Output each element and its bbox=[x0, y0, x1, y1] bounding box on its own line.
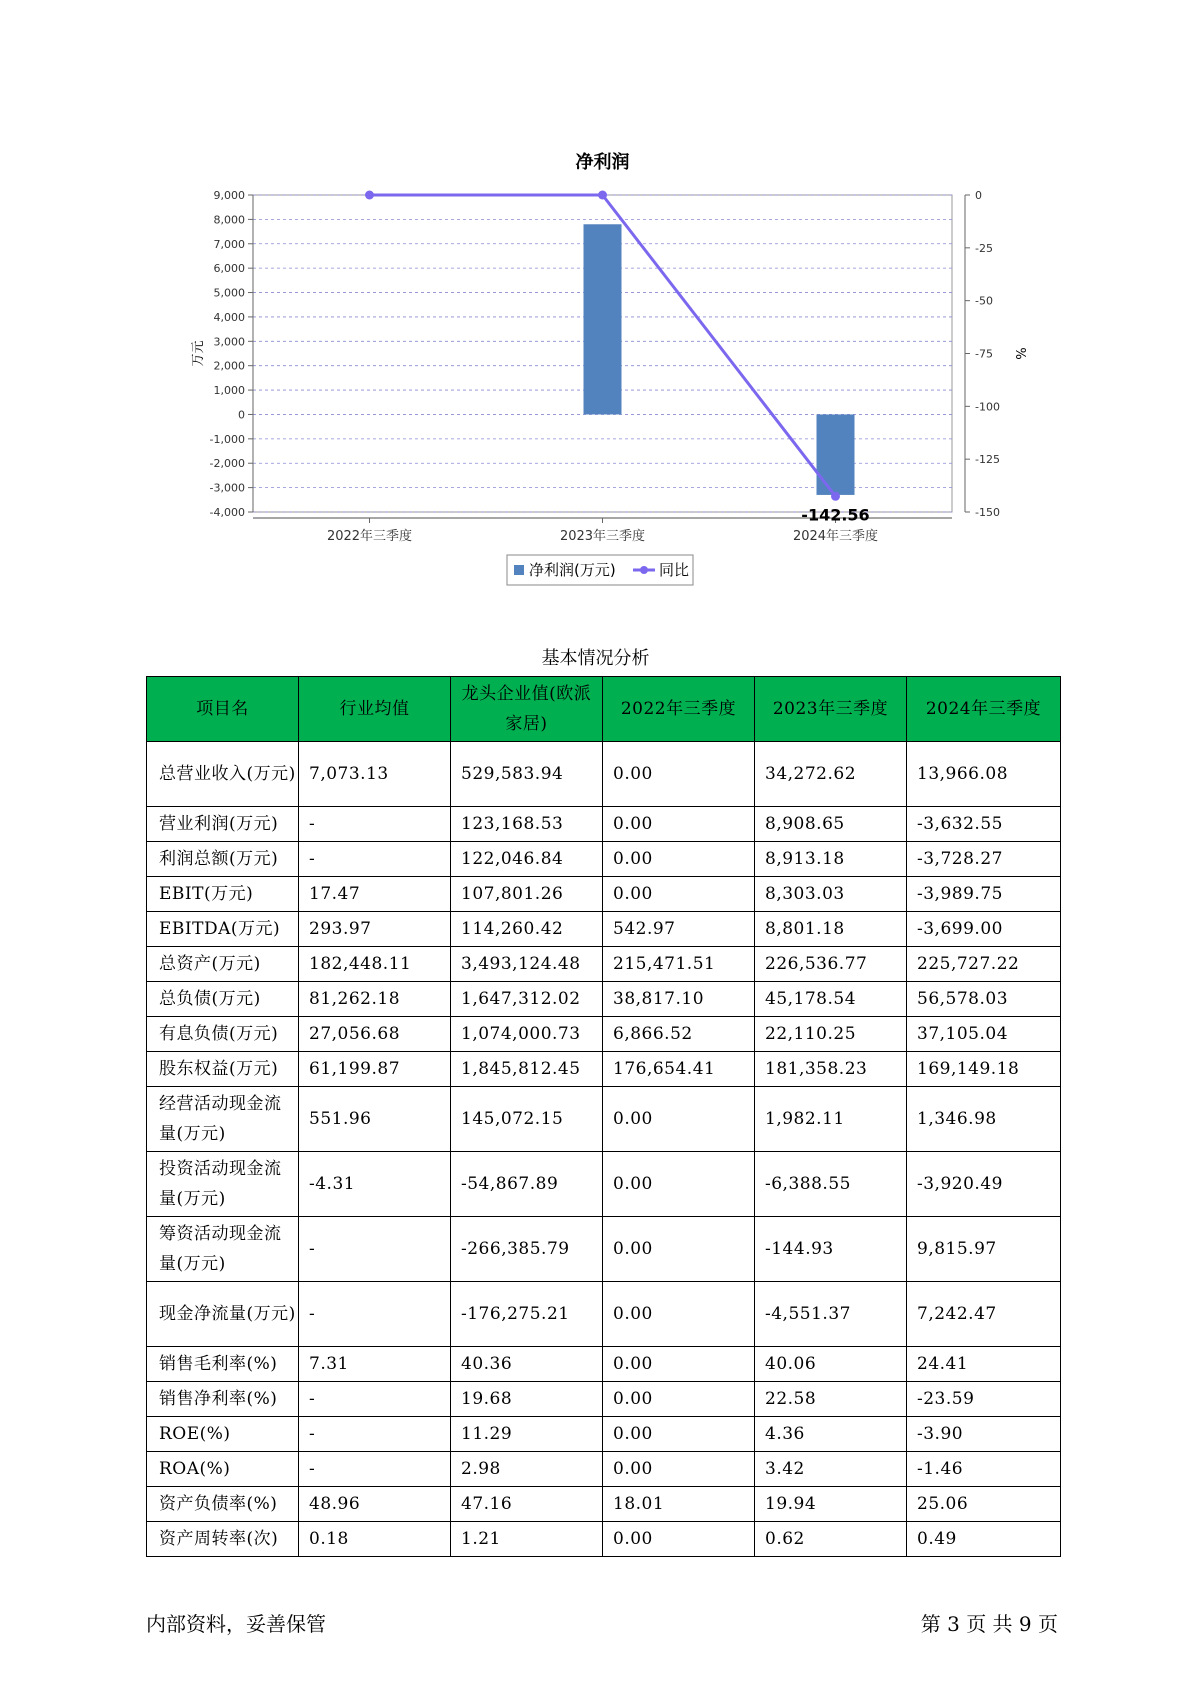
value-cell: 40.36 bbox=[451, 1347, 603, 1382]
row-label-cell: 有息负债(万元) bbox=[147, 1017, 299, 1052]
header-industry-avg: 行业均值 bbox=[299, 677, 451, 742]
table-row bbox=[147, 1452, 1061, 1487]
value-cell: 0.18 bbox=[299, 1522, 451, 1557]
value-cell: 8,303.03 bbox=[755, 877, 907, 912]
value-cell: 0.00 bbox=[603, 1152, 755, 1217]
value-cell: 48.96 bbox=[299, 1487, 451, 1522]
net-profit-bar bbox=[584, 224, 622, 414]
value-cell: -3,989.75 bbox=[907, 877, 1061, 912]
value-cell: -6,388.55 bbox=[755, 1152, 907, 1217]
legend-line-label: 同比 bbox=[659, 561, 690, 579]
value-cell: 0.00 bbox=[603, 1217, 755, 1282]
value-cell: 81,262.18 bbox=[299, 982, 451, 1017]
row-label-cell: 营业利润(万元) bbox=[147, 807, 299, 842]
net-profit-bar bbox=[817, 414, 855, 494]
table-row bbox=[147, 947, 1061, 982]
value-cell: 1.21 bbox=[451, 1522, 603, 1557]
value-cell: 7.31 bbox=[299, 1347, 451, 1382]
value-cell: 181,358.23 bbox=[755, 1052, 907, 1087]
table-row bbox=[147, 1417, 1061, 1452]
table-row bbox=[147, 1217, 1061, 1282]
value-cell: 4.36 bbox=[755, 1417, 907, 1452]
table-row bbox=[147, 1152, 1061, 1217]
value-cell: 19.94 bbox=[755, 1487, 907, 1522]
row-label-cell: 现金净流量(万元) bbox=[147, 1282, 299, 1347]
yoy-point bbox=[831, 492, 840, 501]
table-row bbox=[147, 982, 1061, 1017]
value-cell: 38,817.10 bbox=[603, 982, 755, 1017]
value-cell: 0.00 bbox=[603, 842, 755, 877]
value-cell: 61,199.87 bbox=[299, 1052, 451, 1087]
right-tick-label: -100 bbox=[975, 400, 1000, 414]
left-tick-label: 0 bbox=[238, 408, 245, 422]
value-cell: 529,583.94 bbox=[451, 742, 603, 807]
value-cell: 226,536.77 bbox=[755, 947, 907, 982]
left-tick-label: -2,000 bbox=[209, 457, 245, 471]
value-cell: 40.06 bbox=[755, 1347, 907, 1382]
table-header-row bbox=[147, 677, 1061, 742]
header-2024q3: 2024年三季度 bbox=[907, 677, 1061, 742]
value-cell: 8,908.65 bbox=[755, 807, 907, 842]
value-cell: 18.01 bbox=[603, 1487, 755, 1522]
row-label-cell: 利润总额(万元) bbox=[147, 842, 299, 877]
value-cell: 9,815.97 bbox=[907, 1217, 1061, 1282]
value-cell: 27,056.68 bbox=[299, 1017, 451, 1052]
value-cell: 7,073.13 bbox=[299, 742, 451, 807]
value-cell: -3,728.27 bbox=[907, 842, 1061, 877]
left-axis-title: 万元 bbox=[191, 340, 206, 367]
table-row bbox=[147, 1282, 1061, 1347]
legend-bar-swatch bbox=[514, 565, 524, 575]
row-label-cell: 投资活动现金流量(万元) bbox=[147, 1152, 299, 1217]
value-cell: 1,845,812.45 bbox=[451, 1052, 603, 1087]
value-cell: 24.41 bbox=[907, 1347, 1061, 1382]
value-cell: -144.93 bbox=[755, 1217, 907, 1282]
table-row bbox=[147, 1382, 1061, 1417]
header-2023q3: 2023年三季度 bbox=[755, 677, 907, 742]
value-cell: 0.00 bbox=[603, 1452, 755, 1487]
value-cell: 215,471.51 bbox=[603, 947, 755, 982]
row-label-cell: 资产周转率(次) bbox=[147, 1522, 299, 1557]
left-tick-label: 4,000 bbox=[213, 310, 245, 324]
value-cell: -3,920.49 bbox=[907, 1152, 1061, 1217]
header-item-name: 项目名 bbox=[147, 677, 299, 742]
right-tick-label: 0 bbox=[975, 189, 982, 202]
value-cell: 0.62 bbox=[755, 1522, 907, 1557]
value-cell: 0.00 bbox=[603, 1347, 755, 1382]
value-cell: 8,913.18 bbox=[755, 842, 907, 877]
right-tick-label: -125 bbox=[975, 453, 1000, 467]
value-cell: 6,866.52 bbox=[603, 1017, 755, 1052]
row-label-cell: 股东权益(万元) bbox=[147, 1052, 299, 1087]
value-cell: - bbox=[299, 1452, 451, 1487]
value-cell: - bbox=[299, 842, 451, 877]
value-cell: 1,074,000.73 bbox=[451, 1017, 603, 1052]
left-tick-label: 7,000 bbox=[213, 237, 245, 251]
value-cell: 0.49 bbox=[907, 1522, 1061, 1557]
yoy-data-label: -142.56 bbox=[801, 505, 870, 525]
legend-line-marker bbox=[640, 566, 648, 574]
x-tick-label: 2023年三季度 bbox=[559, 529, 646, 544]
x-tick-label: 2022年三季度 bbox=[326, 529, 413, 544]
value-cell: -3,699.00 bbox=[907, 912, 1061, 947]
value-cell: - bbox=[299, 1217, 451, 1282]
right-tick-label: -25 bbox=[975, 241, 993, 255]
table-row bbox=[147, 842, 1061, 877]
value-cell: 19.68 bbox=[451, 1382, 603, 1417]
value-cell: 114,260.42 bbox=[451, 912, 603, 947]
left-tick-label: -3,000 bbox=[209, 481, 245, 495]
value-cell: -54,867.89 bbox=[451, 1152, 603, 1217]
value-cell: 47.16 bbox=[451, 1487, 603, 1522]
left-tick-label: -1,000 bbox=[209, 432, 245, 446]
value-cell: 107,801.26 bbox=[451, 877, 603, 912]
value-cell: 8,801.18 bbox=[755, 912, 907, 947]
row-label-cell: ROE(%) bbox=[147, 1417, 299, 1452]
value-cell: 0.00 bbox=[603, 1417, 755, 1452]
row-label-cell: EBIT(万元) bbox=[147, 877, 299, 912]
value-cell: -1.46 bbox=[907, 1452, 1061, 1487]
value-cell: 551.96 bbox=[299, 1087, 451, 1152]
table-caption: 基本情况分析 bbox=[541, 648, 650, 669]
table-body bbox=[147, 742, 1061, 1557]
value-cell: 13,966.08 bbox=[907, 742, 1061, 807]
value-cell: 45,178.54 bbox=[755, 982, 907, 1017]
value-cell: 22.58 bbox=[755, 1382, 907, 1417]
value-cell: 176,654.41 bbox=[603, 1052, 755, 1087]
basic-analysis-table bbox=[146, 676, 1061, 1557]
net-profit-chart bbox=[0, 0, 1191, 610]
value-cell: 25.06 bbox=[907, 1487, 1061, 1522]
table-row bbox=[147, 1017, 1061, 1052]
right-axis-title: % bbox=[1012, 347, 1027, 360]
header-2022q3: 2022年三季度 bbox=[603, 677, 755, 742]
left-tick-label: 2,000 bbox=[213, 359, 245, 373]
value-cell: 0.00 bbox=[603, 1087, 755, 1152]
value-cell: 0.00 bbox=[603, 1282, 755, 1347]
left-tick-label: 6,000 bbox=[213, 262, 245, 276]
right-tick-label: -50 bbox=[975, 294, 993, 308]
left-tick-label: 8,000 bbox=[213, 213, 245, 227]
value-cell: 34,272.62 bbox=[755, 742, 907, 807]
value-cell: 293.97 bbox=[299, 912, 451, 947]
value-cell: -23.59 bbox=[907, 1382, 1061, 1417]
chart-title: 净利润 bbox=[575, 152, 630, 173]
value-cell: 11.29 bbox=[451, 1417, 603, 1452]
row-label-cell: 总负债(万元) bbox=[147, 982, 299, 1017]
table-row bbox=[147, 1087, 1061, 1152]
table-row bbox=[147, 1522, 1061, 1557]
value-cell: 2.98 bbox=[451, 1452, 603, 1487]
table-row bbox=[147, 1052, 1061, 1087]
value-cell: -3,632.55 bbox=[907, 807, 1061, 842]
table-row bbox=[147, 877, 1061, 912]
left-tick-label: 5,000 bbox=[213, 286, 245, 300]
right-tick-label: -150 bbox=[975, 506, 1000, 519]
left-tick-label: 3,000 bbox=[213, 335, 245, 349]
value-cell: 542.97 bbox=[603, 912, 755, 947]
row-label-cell: 经营活动现金流量(万元) bbox=[147, 1087, 299, 1152]
value-cell: -266,385.79 bbox=[451, 1217, 603, 1282]
header-leader-value: 龙头企业值(欧派家居) bbox=[451, 677, 603, 742]
value-cell: 122,046.84 bbox=[451, 842, 603, 877]
value-cell: - bbox=[299, 1417, 451, 1452]
left-tick-label: 1,000 bbox=[213, 384, 245, 398]
value-cell: 1,982.11 bbox=[755, 1087, 907, 1152]
value-cell: 3.42 bbox=[755, 1452, 907, 1487]
value-cell: - bbox=[299, 1382, 451, 1417]
footer-page-number: 第 3 页 共 9 页 bbox=[920, 1612, 1058, 1636]
value-cell: 17.47 bbox=[299, 877, 451, 912]
value-cell: 0.00 bbox=[603, 742, 755, 807]
table-row bbox=[147, 1347, 1061, 1382]
yoy-point bbox=[365, 191, 374, 200]
value-cell: -176,275.21 bbox=[451, 1282, 603, 1347]
table-row bbox=[147, 742, 1061, 807]
value-cell: -4.31 bbox=[299, 1152, 451, 1217]
legend-bar-label: 净利润(万元) bbox=[529, 561, 616, 579]
value-cell: 0.00 bbox=[603, 877, 755, 912]
row-label-cell: 总营业收入(万元) bbox=[147, 742, 299, 807]
value-cell: 123,168.53 bbox=[451, 807, 603, 842]
row-label-cell: EBITDA(万元) bbox=[147, 912, 299, 947]
value-cell: - bbox=[299, 807, 451, 842]
value-cell: -4,551.37 bbox=[755, 1282, 907, 1347]
row-label-cell: 销售毛利率(%) bbox=[147, 1347, 299, 1382]
value-cell: 37,105.04 bbox=[907, 1017, 1061, 1052]
left-tick-label: -4,000 bbox=[209, 506, 245, 519]
value-cell: 145,072.15 bbox=[451, 1087, 603, 1152]
yoy-point bbox=[598, 191, 607, 200]
row-label-cell: 筹资活动现金流量(万元) bbox=[147, 1217, 299, 1282]
value-cell: 225,727.22 bbox=[907, 947, 1061, 982]
value-cell: 169,149.18 bbox=[907, 1052, 1061, 1087]
right-tick-label: -75 bbox=[975, 347, 993, 361]
row-label-cell: ROA(%) bbox=[147, 1452, 299, 1487]
row-label-cell: 销售净利率(%) bbox=[147, 1382, 299, 1417]
row-label-cell: 资产负债率(%) bbox=[147, 1487, 299, 1522]
value-cell: 182,448.11 bbox=[299, 947, 451, 982]
table-row bbox=[147, 1487, 1061, 1522]
value-cell: 1,346.98 bbox=[907, 1087, 1061, 1152]
value-cell: 3,493,124.48 bbox=[451, 947, 603, 982]
table-row bbox=[147, 912, 1061, 947]
value-cell: 56,578.03 bbox=[907, 982, 1061, 1017]
value-cell: 1,647,312.02 bbox=[451, 982, 603, 1017]
value-cell: 0.00 bbox=[603, 807, 755, 842]
row-label-cell: 总资产(万元) bbox=[147, 947, 299, 982]
value-cell: 22,110.25 bbox=[755, 1017, 907, 1052]
value-cell: 0.00 bbox=[603, 1382, 755, 1417]
value-cell: - bbox=[299, 1282, 451, 1347]
footer-confidential: 内部资料，妥善保管 bbox=[146, 1612, 326, 1636]
table-row bbox=[147, 807, 1061, 842]
left-tick-label: 9,000 bbox=[213, 189, 245, 202]
value-cell: 0.00 bbox=[603, 1522, 755, 1557]
value-cell: -3.90 bbox=[907, 1417, 1061, 1452]
value-cell: 7,242.47 bbox=[907, 1282, 1061, 1347]
x-tick-label: 2024年三季度 bbox=[792, 529, 879, 544]
